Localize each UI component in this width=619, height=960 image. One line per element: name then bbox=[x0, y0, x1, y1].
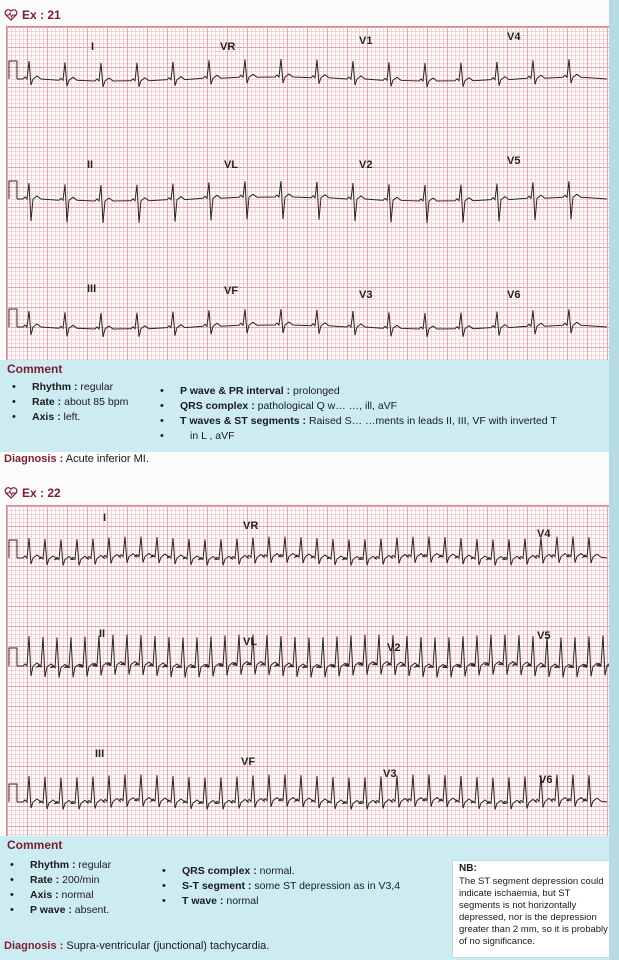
comment-list-left-ex21 bbox=[2, 380, 128, 425]
lead-label-vr: VR bbox=[243, 520, 259, 532]
list-item: • P wave : absent. bbox=[0, 903, 111, 918]
ecg-trace-line bbox=[17, 537, 607, 566]
lead-label-vl: VL bbox=[224, 159, 239, 171]
calibration-pulse bbox=[9, 648, 17, 666]
lead-label-vl: VL bbox=[243, 636, 258, 648]
nb-text: The ST segment depression could indicate ischaemia, but ST segments is not horizontally depressed, nor is the depression greater than 2 mm, so it is probably of no significance. bbox=[459, 876, 608, 947]
lead-label-v6: V6 bbox=[507, 289, 521, 301]
calibration-pulse bbox=[9, 181, 17, 199]
list-item-continuation: • in L , aVF bbox=[150, 429, 557, 444]
ecg-trace-line bbox=[17, 775, 607, 810]
page-edge bbox=[609, 0, 619, 960]
lead-label-v3: V3 bbox=[383, 768, 397, 780]
lead-label-v2: V2 bbox=[387, 642, 401, 654]
lead-label-ii: II bbox=[87, 159, 94, 171]
diagnosis-ex22: Diagnosis : Supra-ventricular (junctional) tachycardia. bbox=[4, 940, 270, 952]
list-item: • Axis : normal bbox=[0, 888, 111, 903]
ex21-title: Ex : 21 bbox=[22, 8, 61, 22]
ex22-header bbox=[4, 483, 61, 503]
ecg-trace-line bbox=[17, 59, 607, 87]
heart-icon bbox=[4, 8, 18, 22]
comment-list-right-ex21 bbox=[150, 384, 557, 444]
lead-label-v2: V2 bbox=[359, 159, 373, 171]
list-item: • T waves & ST segments : Raised S… …ments in leads II, III, VF with inverted T bbox=[150, 414, 557, 429]
ecg-trace-ex21 bbox=[7, 27, 613, 361]
heart-icon bbox=[4, 486, 18, 500]
lead-label-i: I bbox=[91, 41, 95, 53]
lead-label-v1: V1 bbox=[359, 35, 373, 47]
lead-label-v5: V5 bbox=[507, 155, 521, 167]
calibration-pulse bbox=[9, 309, 17, 327]
diagnosis-ex21: Diagnosis : Acute inferior MI. bbox=[4, 453, 149, 465]
lead-label-v4: V4 bbox=[537, 528, 551, 540]
nb-title: NB: bbox=[459, 863, 477, 874]
list-item: • QRS complex : pathological Q w… …, ill, aVF bbox=[150, 399, 557, 414]
ecg-trace-line bbox=[17, 309, 607, 337]
list-item: • Axis : left. bbox=[2, 410, 128, 425]
lead-label-v4: V4 bbox=[507, 31, 521, 43]
comment-list-left-ex22 bbox=[0, 858, 111, 918]
comment-title-ex21: Comment bbox=[7, 362, 63, 376]
comment-title-ex22: Comment bbox=[7, 838, 63, 852]
calibration-pulse bbox=[9, 540, 17, 558]
ecg-trace-line bbox=[17, 635, 613, 678]
ecg-strip-ex22 bbox=[6, 505, 614, 837]
comment-box-ex21 bbox=[0, 360, 612, 452]
list-item: • P wave & PR interval : prolonged bbox=[150, 384, 557, 399]
ecg-strip-ex21 bbox=[6, 26, 614, 362]
lead-label-v6: V6 bbox=[539, 774, 553, 786]
lead-label-vf: VF bbox=[224, 285, 239, 297]
lead-label-iii: III bbox=[95, 748, 105, 760]
lead-label-vf: VF bbox=[241, 756, 256, 768]
calibration-pulse bbox=[9, 61, 17, 79]
list-item: • Rate : about 85 bpm bbox=[2, 395, 128, 410]
lead-label-v3: V3 bbox=[359, 289, 373, 301]
lead-label-i: I bbox=[103, 512, 107, 524]
ecg-trace-line bbox=[17, 181, 607, 223]
list-item: • Rhythm : regular bbox=[0, 858, 111, 873]
list-item: • S-T segment : some ST depression as in V3,4 bbox=[152, 879, 400, 894]
list-item: • Rhythm : regular bbox=[2, 380, 128, 395]
ex22-title: Ex : 22 bbox=[22, 486, 61, 500]
ex21-header bbox=[4, 5, 61, 25]
calibration-pulse bbox=[9, 784, 17, 802]
lead-label-v5: V5 bbox=[537, 630, 551, 642]
list-item: • T wave : normal bbox=[152, 894, 400, 909]
lead-label-iii: III bbox=[87, 283, 97, 295]
comment-list-right-ex22 bbox=[152, 864, 400, 909]
lead-label-ii: II bbox=[99, 628, 106, 640]
lead-label-vr: VR bbox=[220, 41, 236, 53]
list-item: • QRS complex : normal. bbox=[152, 864, 400, 879]
nb-note-box bbox=[452, 860, 614, 958]
ecg-trace-ex22 bbox=[7, 506, 613, 836]
list-item: • Rate : 200/min bbox=[0, 873, 111, 888]
